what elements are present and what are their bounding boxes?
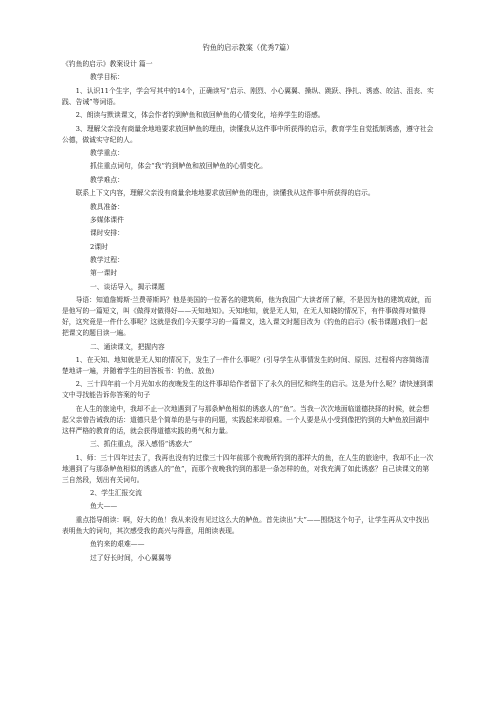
section-label: 教学难点： (90, 175, 124, 184)
section-label: 第一课时 (90, 269, 118, 278)
section-label: 鱼大—— (90, 502, 118, 511)
section-label: 教学重点： (90, 148, 124, 157)
section-label: 2课时 (90, 242, 108, 251)
section-label: 2、学生汇报交流 (90, 488, 142, 497)
paragraph: 导语：知道詹姆斯·兰费蒂斯吗？他是美国的一位著名的建筑师，他为我国广大读者所了解，不是因为他的建筑成就，而是他写的一篇短文，叫《做得对做得好——天知地知》。天知地知，就是无人知，在无人知晓的情况下，有件事做得对做得好，这究竟是一件什么事呢？这就是我们今天要学习的一篇课文，选入课文时题目改为《钓鱼的启示》(板书课题)我们一起把课文的题目读一遍。 (62, 296, 432, 338)
paragraph: 重点指导朗读：啊，好大的鱼！我从来没有见过这么大的鲈鱼。首先读出“大”——围绕这个句子，让学生再从文中找出表明鱼大的词句，其次感受我的高兴与得意，用朗读表现。 (62, 515, 430, 535)
document-title: 钓鱼的启示教案（优秀7篇） (202, 43, 294, 52)
paragraph: 1、在天知、地知就是无人知的情况下，发生了一件什么事呢？(引导学生从事情发生的时间、原因、过程将内容简练清楚地讲一遍，并随着学生的回答板书：钓鱼、放鱼) (62, 356, 430, 376)
section-label: 教学过程： (90, 256, 124, 265)
section-label: 多媒体课件 (90, 215, 124, 224)
paragraph: 在人生的旅途中，我却不止一次地遇到了与那条鲈鱼相似的诱惑人的“鱼”。当我一次次地面临道德抉择的时候，就会想起父亲曾告诫我的话：道德只是个简单的是与非的问题，实践起来却很难。一个人要是从小受到像把钓到的大鲈鱼放回湖中这样严格的教育的话，就会获得道德实践的勇气和力量。 (62, 404, 430, 435)
paragraph: 2、朗读与默读课文，体会作者钓到鲈鱼和放回鲈鱼的心情变化，培养学生的语感。 (75, 111, 325, 120)
section-label: 教具准备： (90, 202, 124, 211)
paragraph: 2、三十四年前一个月光如水的夜晚发生的这件事却给作者留下了永久的回忆和终生的启示。这是为什么呢？请快速到课文中寻找能告诉你答案的句子 (62, 380, 434, 400)
paragraph: 联系上下文内容，理解父亲没有商量余地地要求放回鲈鱼的理由，读懂我从这件事中所获得的启示。 (75, 189, 375, 198)
paragraph: 1、师：三十四年过去了，我再也没有钓过像三十四年前那个夜晚所钓到的那样大的鱼，在人生的旅途中，我却不止一次地遇到了与那条鲈鱼相似的诱惑人的“鱼”，而那个夜晚我钓到的那是一条怎样的鱼，对我充满了如此诱惑？自己读课文的第三自然段，划出有关词句。 (62, 453, 434, 484)
paragraph: 3、理解父亲没有商量余地地要求放回鲈鱼的理由，读懂我从这件事中所获得的启示，教育学生自觉抵制诱惑，遵守社会公德，做诚实守纪的人。 (62, 124, 434, 144)
section-label: 过了好长时间，小心翼翼等 (90, 553, 172, 562)
section-label: 鱼钓来的艰难—— (90, 540, 145, 549)
document-subtitle: 《钓鱼的启示》教案设计 篇一 (62, 60, 153, 68)
document-body (62, 59, 434, 564)
section-label: 一、谈话导入，揭示课题 (90, 282, 165, 291)
section-label: 抓住重点词句，体会“我”钓到鲈鱼和放回鲈鱼的心情变化。 (90, 162, 267, 171)
section-label: 二、通读课文，把握内容 (90, 342, 165, 351)
section-label: 教学目标： (90, 73, 124, 82)
section-label: 课时安排： (90, 229, 124, 238)
paragraph: 1、认识11个生字，学会写其中的14个，正确读写“启示、刚烈、小心翼翼、操纵、跳跃、挣扎、诱惑、皎洁、沮丧、实践、告诫”等词语。 (62, 86, 434, 106)
section-label: 三、抓住重点，深入感悟“诱惑大” (90, 440, 193, 449)
